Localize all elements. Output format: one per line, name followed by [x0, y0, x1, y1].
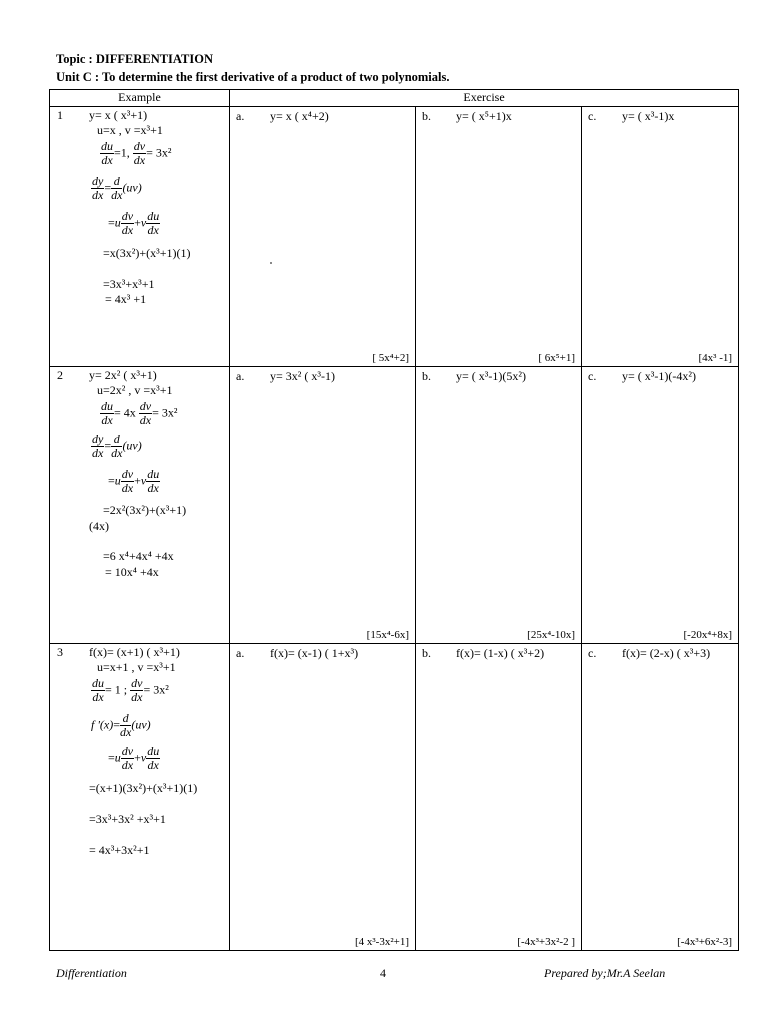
example-cell — [50, 644, 230, 951]
exercise-cell — [230, 107, 416, 367]
example-substitution: =(x+1)(3x²)+(x³+1)(1) — [89, 781, 198, 795]
exercise-letter: b. — [422, 646, 431, 660]
table-row — [50, 644, 739, 951]
stray-mark — [270, 262, 272, 264]
example-derivatives: $\frac{du}{dx}$ =1, $\frac{dv}{dx}$ = 3x² — [101, 139, 172, 167]
table-row — [50, 367, 739, 644]
exercise-question: y= ( x³-1)x — [622, 109, 675, 123]
exercise-letter: c. — [588, 646, 597, 660]
example-number: 3 — [57, 645, 63, 659]
example-given: y= 2x² ( x³+1) — [89, 368, 157, 382]
exercise-column-header: Exercise — [230, 90, 739, 107]
exercise-answer: [ 5x⁴+2] — [372, 352, 409, 364]
example-product-rule: $\frac{dy}{dx}$ = $\frac{d}{dx}$ (uv) — [92, 432, 142, 460]
example-expanded: =6 x⁴+4x⁴ +4x — [103, 549, 174, 563]
exercise-cell — [582, 107, 739, 367]
exercise-cell — [582, 644, 739, 951]
exercise-cell — [416, 107, 582, 367]
exercise-question: y= ( x⁵+1)x — [456, 109, 512, 123]
exercise-answer: [-4x³+6x²-3] — [677, 936, 733, 948]
topic-heading: Topic : DIFFERENTIATION — [56, 52, 213, 66]
example-number: 1 — [57, 108, 63, 122]
example-uv: u=x , v =x³+1 — [97, 123, 163, 137]
unit-heading: Unit C : To determine the first derivative of a product of two polynomials. — [56, 70, 450, 84]
example-given: y= x ( x³+1) — [89, 108, 148, 122]
example-expanded: =3x³+x³+1 — [103, 277, 155, 291]
table-row — [50, 107, 739, 367]
example-result: = 4x³+3x²+1 — [89, 843, 150, 857]
exercise-letter: b. — [422, 369, 431, 383]
example-derivatives: $\frac{du}{dx}$ = 1 ; $\frac{dv}{dx}$ = 3x² — [92, 676, 169, 704]
worksheet-table — [49, 89, 739, 951]
example-result: = 4x³ +1 — [105, 292, 147, 306]
exercise-question: f(x)= (1-x) ( x³+2) — [456, 646, 545, 660]
exercise-cell — [582, 367, 739, 644]
example-cell — [50, 367, 230, 644]
example-product-expansion: =u $\frac{dv}{dx}$ +v $\frac{du}{dx}$ — [108, 744, 160, 772]
exercise-answer: [4 x³-3x²+1] — [354, 936, 409, 948]
exercise-letter: c. — [588, 109, 597, 123]
exercise-answer: [-4x³+3x²-2 ] — [517, 936, 575, 948]
exercise-answer: [ 6x⁵+1] — [538, 352, 575, 364]
exercise-letter: c. — [588, 369, 597, 383]
example-result: = 10x⁴ +4x — [105, 565, 159, 579]
example-uv: u=2x² , v =x³+1 — [97, 383, 173, 397]
example-product-expansion: =u $\frac{dv}{dx}$ +v $\frac{du}{dx}$ — [108, 467, 160, 495]
example-number: 2 — [57, 368, 63, 382]
exercise-cell — [416, 644, 582, 951]
exercise-letter: a. — [236, 109, 245, 123]
exercise-question: y= ( x³-1)(-4x²) — [622, 369, 696, 383]
exercise-question: f(x)= (2-x) ( x³+3) — [622, 646, 711, 660]
exercise-answer: [25x⁴-10x] — [527, 629, 575, 641]
footer-title: Differentiation — [56, 966, 127, 980]
example-derivatives: $\frac{du}{dx}$ = 4x $\frac{dv}{dx}$ = 3x² — [101, 399, 178, 427]
exercise-cell — [230, 367, 416, 644]
exercise-letter: a. — [236, 369, 245, 383]
example-product-rule: $\frac{dy}{dx}$ = $\frac{d}{dx}$ (uv) — [92, 174, 142, 202]
exercise-question: y= ( x³-1)(5x²) — [456, 369, 526, 383]
exercise-answer: [4x³ -1] — [698, 352, 733, 364]
example-column-header: Example — [50, 90, 230, 107]
exercise-cell — [230, 644, 416, 951]
example-given: f(x)= (x+1) ( x³+1) — [89, 645, 180, 659]
page-number: 4 — [380, 966, 386, 980]
example-substitution-cont: (4x) — [89, 519, 109, 533]
exercise-answer: [15x⁴-6x] — [366, 629, 409, 641]
exercise-answer: [-20x⁴+8x] — [683, 629, 733, 641]
example-expanded: =3x³+3x² +x³+1 — [89, 812, 166, 826]
exercise-question: f(x)= (x-1) ( 1+x³) — [270, 646, 359, 660]
example-substitution: =2x²(3x²)+(x³+1) — [103, 503, 187, 517]
example-product-expansion: =u $\frac{dv}{dx}$ +v $\frac{du}{dx}$ — [108, 209, 160, 237]
example-cell — [50, 107, 230, 367]
example-substitution: =x(3x²)+(x³+1)(1) — [103, 246, 191, 260]
exercise-question: y= x ( x⁴+2) — [270, 109, 329, 123]
example-uv: u=x+1 , v =x³+1 — [97, 660, 176, 674]
exercise-question: y= 3x² ( x³-1) — [270, 369, 335, 383]
exercise-cell — [416, 367, 582, 644]
footer-author: Prepared by;Mr.A Seelan — [544, 966, 666, 980]
exercise-letter: b. — [422, 109, 431, 123]
example-product-rule: f '(x)= $\frac{d}{dx}$ (uv) — [91, 711, 151, 739]
exercise-letter: a. — [236, 646, 245, 660]
